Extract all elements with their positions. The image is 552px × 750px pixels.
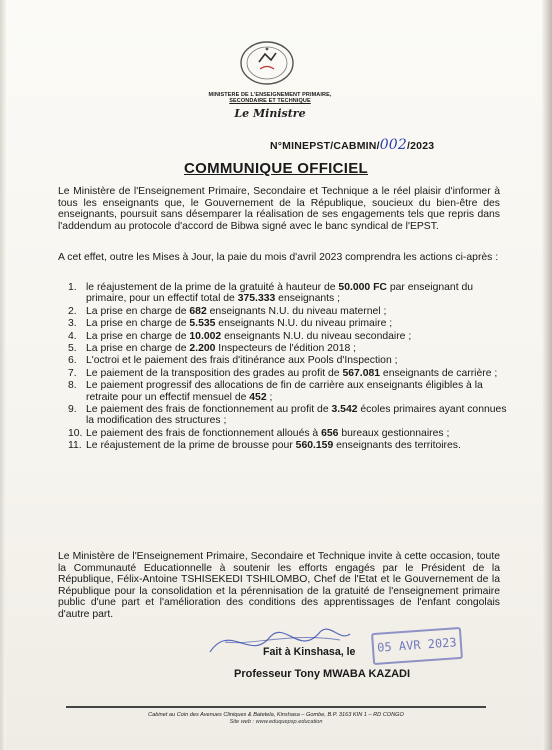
footer-divider [66, 706, 486, 708]
page-shadow-right [542, 0, 552, 750]
reference-suffix: /2023 [407, 140, 435, 152]
action-item [58, 282, 508, 305]
action-text-mid: Inspecteurs de l'édition 2018 ; [215, 343, 357, 355]
action-text-before: Le réajustement de la prime de brousse pour [86, 440, 296, 452]
ministry-header [150, 92, 390, 104]
action-number: 3. [68, 318, 77, 330]
action-number: 7. [68, 367, 77, 379]
intro-paragraph: Le Ministère de l'Enseignement Primaire, Secondaire et Technique a le réel plaisir d'informer à tous les enseignants que, le Gouvernement de la République, soucieux du bien-être des enseignants, poursuit sans désemparer la réalisation de ses engagements tels que repris dans l'addendum au protocole d'accord de Bibwa signé avec le banc syndical de l'EPST. [58, 186, 500, 232]
action-text-mid: enseignants N.U. du niveau secondaire ; [221, 330, 412, 342]
action-text-mid: par enseignant du primaire, pour un effectif total de [86, 282, 474, 305]
action-text-bold2: 375.333 [237, 293, 276, 305]
footer-address: Cabinet au Coin des Avenues Cliniques & Batetela, Kinshasa – Gombe, B.P. 3163 KIN 1 – RD CONGO [148, 712, 404, 718]
footer-website: Site web : www.eduquepsp.education [229, 719, 323, 725]
action-number: 10. [68, 427, 83, 439]
action-text-mid: enseignants N.U. du niveau maternel ; [206, 305, 387, 317]
action-number: 5. [68, 343, 77, 355]
ministry-name-line2: SECONDAIRE ET TECHNIQUE [229, 98, 311, 104]
action-item [58, 428, 508, 439]
reference-prefix: N°MINEPST/CABMIN/ [270, 140, 380, 152]
document-title: COMMUNIQUE OFFICIEL [183, 160, 369, 177]
action-text-mid: ; [266, 391, 273, 403]
action-text-before: La prise en charge de [86, 330, 190, 342]
action-item [58, 404, 508, 427]
action-text-bold: 560.159 [295, 440, 334, 452]
action-text-before: Le paiement des frais de fonctionnement alloués à [86, 427, 322, 439]
action-item [58, 355, 508, 366]
action-item [58, 343, 508, 354]
action-number: 9. [68, 404, 77, 416]
date-stamp: 05 AVR 2023 [371, 627, 463, 665]
lead-paragraph: A cet effet, outre les Mises à Jour, la paie du mois d'avril 2023 comprendra les actions ci-après : [58, 252, 499, 263]
action-text-before: La prise en charge de [86, 318, 190, 330]
action-text-mid: enseignants de carrière ; [380, 367, 498, 379]
action-text-before: Le paiement des frais de fonctionnement au profit de [86, 404, 332, 416]
ministry-name-line1: MINISTERE DE L'ENSEIGNEMENT PRIMAIRE, [208, 92, 332, 98]
place-label: Fait à Kinshasa, le [263, 646, 356, 658]
signatory-name: Professeur Tony MWABA KAZADI [234, 668, 411, 680]
action-text-mid: enseignants des territoires. [333, 440, 461, 452]
action-text-bold: 656 [321, 427, 339, 439]
reference-number [270, 137, 434, 153]
action-number: 4. [68, 330, 77, 342]
footer [66, 712, 486, 726]
action-text-mid: enseignants N.U. du niveau primaire ; [215, 318, 393, 330]
actions-list [58, 282, 508, 453]
action-text-mid: bureaux gestionnaires ; [338, 427, 450, 439]
action-number: 1. [68, 282, 77, 293]
action-text-before: La prise en charge de [86, 305, 190, 317]
action-item [58, 368, 508, 379]
action-number: 6. [68, 355, 77, 367]
action-number: 8. [68, 380, 77, 392]
ministry-seal-logo [238, 40, 296, 86]
action-text-bold: 567.081 [342, 367, 381, 379]
reference-handwritten-number: 002 [379, 137, 408, 153]
place-and-date [263, 646, 355, 658]
action-item [58, 318, 508, 329]
action-text-before: Le paiement progressif des allocations de fin de carrière aux enseignants éligibles à la retraite pour un effectif mensuel de [86, 380, 483, 403]
action-text-bold: 2.200 [189, 343, 216, 355]
action-text-bold: 50.000 FC [338, 282, 387, 293]
closing-paragraph: Le Ministère de l'Enseignement Primaire, Secondaire et Technique invite à cette occasion, toute la Communauté Educationnelle à soutenir les efforts engagés par le Président de la République, Félix-Antoine TSHISEKEDI TSHILOMBO, Chef de l'Etat et le Gouvernement de la République pour la consolidation et la pérennisation de la gratuité de l'enseignement primaire public d'une part et l'amélioration des conditions des apprentissages de l'enfant congolais d'autre part. [58, 551, 500, 620]
action-text-before: Le paiement de la transposition des grades au profit de [86, 367, 343, 379]
action-text-before: L'octroi et le paiement des frais d'itinérance aux Pools d'Inspection ; [86, 355, 398, 367]
action-item [58, 440, 508, 451]
handwritten-signature [190, 612, 360, 672]
action-text-bold: 5.535 [189, 318, 216, 330]
action-item [58, 331, 508, 342]
action-text-before: le réajustement de la prime de la gratuité à hauteur de [86, 282, 339, 293]
action-item [58, 306, 508, 317]
minister-title: Le Ministre [234, 107, 306, 120]
action-number: 11. [68, 440, 82, 452]
action-number: 2. [68, 305, 77, 317]
action-text-bold: 682 [189, 305, 207, 317]
page-shadow-left [0, 0, 6, 750]
action-text-before: La prise en charge de [86, 343, 190, 355]
action-text-bold: 10.002 [189, 330, 222, 342]
action-text-bold: 3.542 [331, 404, 358, 416]
action-item [58, 380, 508, 403]
action-text-bold: 452 [249, 391, 267, 403]
action-text-mid: écoles primaires ayant connues la modification des structures ; [86, 404, 507, 427]
action-text-after: enseignants ; [275, 293, 340, 305]
